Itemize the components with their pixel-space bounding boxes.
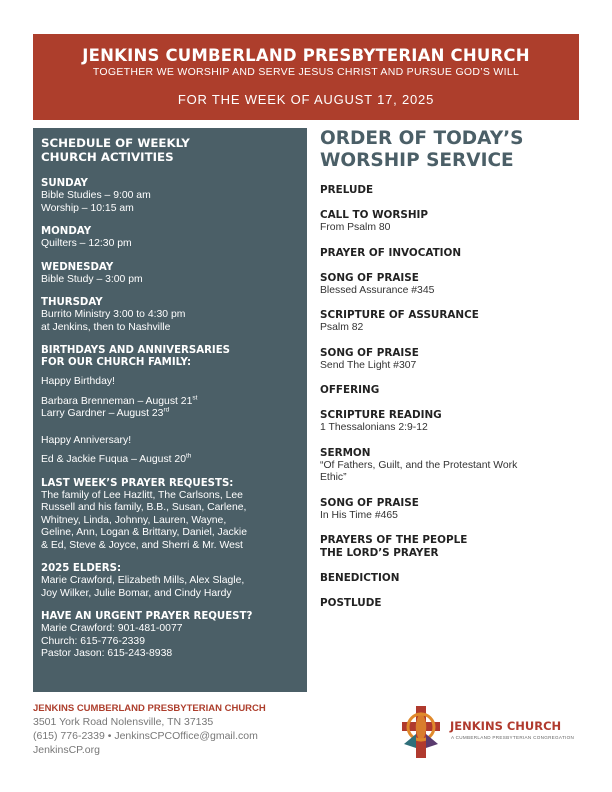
footer-phone-email: (615) 776-2339 • JenkinsCPCOffice@gmail.com [33, 730, 258, 742]
sunday-heading: SUNDAY [41, 178, 88, 189]
service-item-detail: Blessed Assurance #345 [320, 284, 435, 296]
service-item [320, 272, 590, 298]
service-item [320, 597, 590, 610]
service-title: ORDER OF TODAY’S WORSHIP SERVICE [320, 128, 524, 171]
logo-name: JENKINS CHURCH [450, 719, 562, 733]
service-item-heading: THE LORD’S PRAYER [320, 547, 439, 559]
service-item-detail: 1 Thessalonians 2:9-12 [320, 422, 428, 433]
urgent-contact: Church: 615-776-2339 [41, 635, 145, 647]
service-item-detail: Send The Light #307 [320, 359, 417, 371]
prayer-request-line: Whitney, Linda, Johnny, Lauren, Wayne, [41, 514, 227, 526]
service-item-heading: SCRIPTURE OF ASSURANCE [320, 309, 479, 321]
prayer-request-line: Russell and his family, B.B., Susan, Carlene, [41, 502, 247, 513]
wednesday-section [41, 262, 299, 287]
service-item [320, 447, 590, 485]
elders-section [41, 563, 299, 600]
thursday-section [41, 297, 299, 334]
service-item [320, 347, 590, 373]
footer-contact [33, 702, 373, 757]
prayer-requests-heading: LAST WEEK’S PRAYER REQUESTS: [41, 477, 234, 489]
service-item-detail: Ethic” [320, 472, 347, 483]
service-item-heading: CALL TO WORSHIP [320, 209, 429, 221]
service-item-heading: PRAYER OF INVOCATION [320, 246, 462, 259]
anniversary-entry: Ed & Jackie Fuqua – August 20th [41, 452, 192, 465]
service-item [320, 247, 590, 260]
footer-website: JenkinsCP.org [33, 744, 100, 756]
footer-address: 3501 York Road Nolensville, TN 37135 [33, 716, 214, 728]
elders-heading: 2025 ELDERS: [41, 563, 122, 574]
service-item-heading: BENEDICTION [320, 572, 400, 584]
sunday-section [41, 178, 299, 215]
church-title: JENKINS CUMBERLAND PRESBYTERIAN CHURCH [82, 46, 530, 65]
prayer-request-line: The family of Lee Hazlitt, The Carlsons, Lee [41, 489, 243, 501]
church-logo [398, 704, 583, 760]
logo-subtitle: A CUMBERLAND PRESBYTERIAN CONGREGATION [451, 735, 575, 740]
service-item-heading: PRAYERS OF THE PEOPLE [320, 534, 468, 546]
service-item-heading: SERMON [320, 446, 371, 459]
service-item-heading: SONG OF PRAISE [320, 496, 419, 509]
schedule-title: SCHEDULE OF WEEKLY CHURCH ACTIVITIES [41, 136, 190, 164]
service-item [320, 572, 590, 585]
sunday-line: Bible Studies – 9:00 am [41, 190, 151, 201]
week-date: FOR THE WEEK OF AUGUST 17, 2025 [177, 92, 435, 107]
prayer-request-line: & Ed, Steve & Joyce, and Sherri & Mr. West [41, 539, 243, 551]
service-item [320, 384, 590, 397]
anniversary-intro: Happy Anniversary! [41, 434, 132, 446]
urgent-prayer-heading: HAVE AN URGENT PRAYER REQUEST? [41, 611, 253, 622]
cross-flame-icon [398, 704, 446, 760]
service-item-heading: PRELUDE [320, 184, 374, 196]
service-item [320, 409, 590, 435]
wednesday-heading: WEDNESDAY [41, 261, 114, 273]
elders-line: Joy Wilker, Julie Bomar, and Cindy Hardy [41, 587, 232, 599]
service-item-detail: From Psalm 80 [320, 222, 391, 233]
service-item [320, 534, 590, 560]
service-item-detail: In His Time #465 [320, 509, 398, 521]
service-item-heading: SONG OF PRAISE [320, 271, 419, 284]
footer-church-name: JENKINS CUMBERLAND PRESBYTERIAN CHURCH [33, 703, 266, 714]
service-item-heading: SCRIPTURE READING [320, 409, 442, 421]
monday-line: Quilters – 12:30 pm [41, 238, 132, 249]
schedule-sidebar [33, 128, 307, 692]
worship-service [320, 128, 590, 622]
wednesday-line: Bible Study – 3:00 pm [41, 273, 143, 285]
monday-heading: MONDAY [41, 226, 92, 237]
service-item-heading: OFFERING [320, 384, 380, 396]
service-item-detail: “Of Fathers, Guilt, and the Protestant Work [320, 459, 518, 471]
service-item [320, 497, 590, 523]
prayer-request-line: Geline, Ann, Logan & Brittany, Daniel, Jackie [41, 527, 248, 538]
urgent-contact: Marie Crawford: 901-481-0077 [41, 623, 183, 634]
service-item [320, 309, 590, 335]
sunday-line: Worship – 10:15 am [41, 202, 134, 214]
elders-line: Marie Crawford, Elizabeth Mills, Alex Slagle, [41, 575, 245, 586]
thursday-line: Burrito Ministry 3:00 to 4:30 pm [41, 309, 186, 320]
urgent-prayer-section [41, 611, 299, 661]
service-item-heading: SONG OF PRAISE [320, 346, 419, 359]
service-item [320, 209, 590, 235]
header-banner [33, 34, 579, 120]
thursday-heading: THURSDAY [41, 297, 103, 308]
monday-section [41, 226, 299, 251]
birthdays-heading: BIRTHDAYS AND ANNIVERSARIES FOR OUR CHURCH FAMILY: [41, 345, 231, 368]
urgent-contact: Pastor Jason: 615-243-8938 [41, 648, 173, 659]
thursday-line: at Jenkins, then to Nashville [41, 321, 171, 333]
birthday-entry: Larry Gardner – August 23rd [41, 406, 170, 419]
birthdays-section [41, 345, 299, 467]
church-tagline: TOGETHER WE WORSHIP AND SERVE JESUS CHRIST AND PURSUE GOD’S WILL [92, 66, 520, 78]
birthday-intro: Happy Birthday! [41, 376, 115, 387]
prayer-requests-section [41, 478, 299, 553]
birthday-entry: Barbara Brenneman – August 21st [41, 394, 198, 407]
service-item-heading: POSTLUDE [320, 597, 382, 609]
service-item [320, 184, 590, 197]
service-item-detail: Psalm 82 [320, 322, 364, 333]
